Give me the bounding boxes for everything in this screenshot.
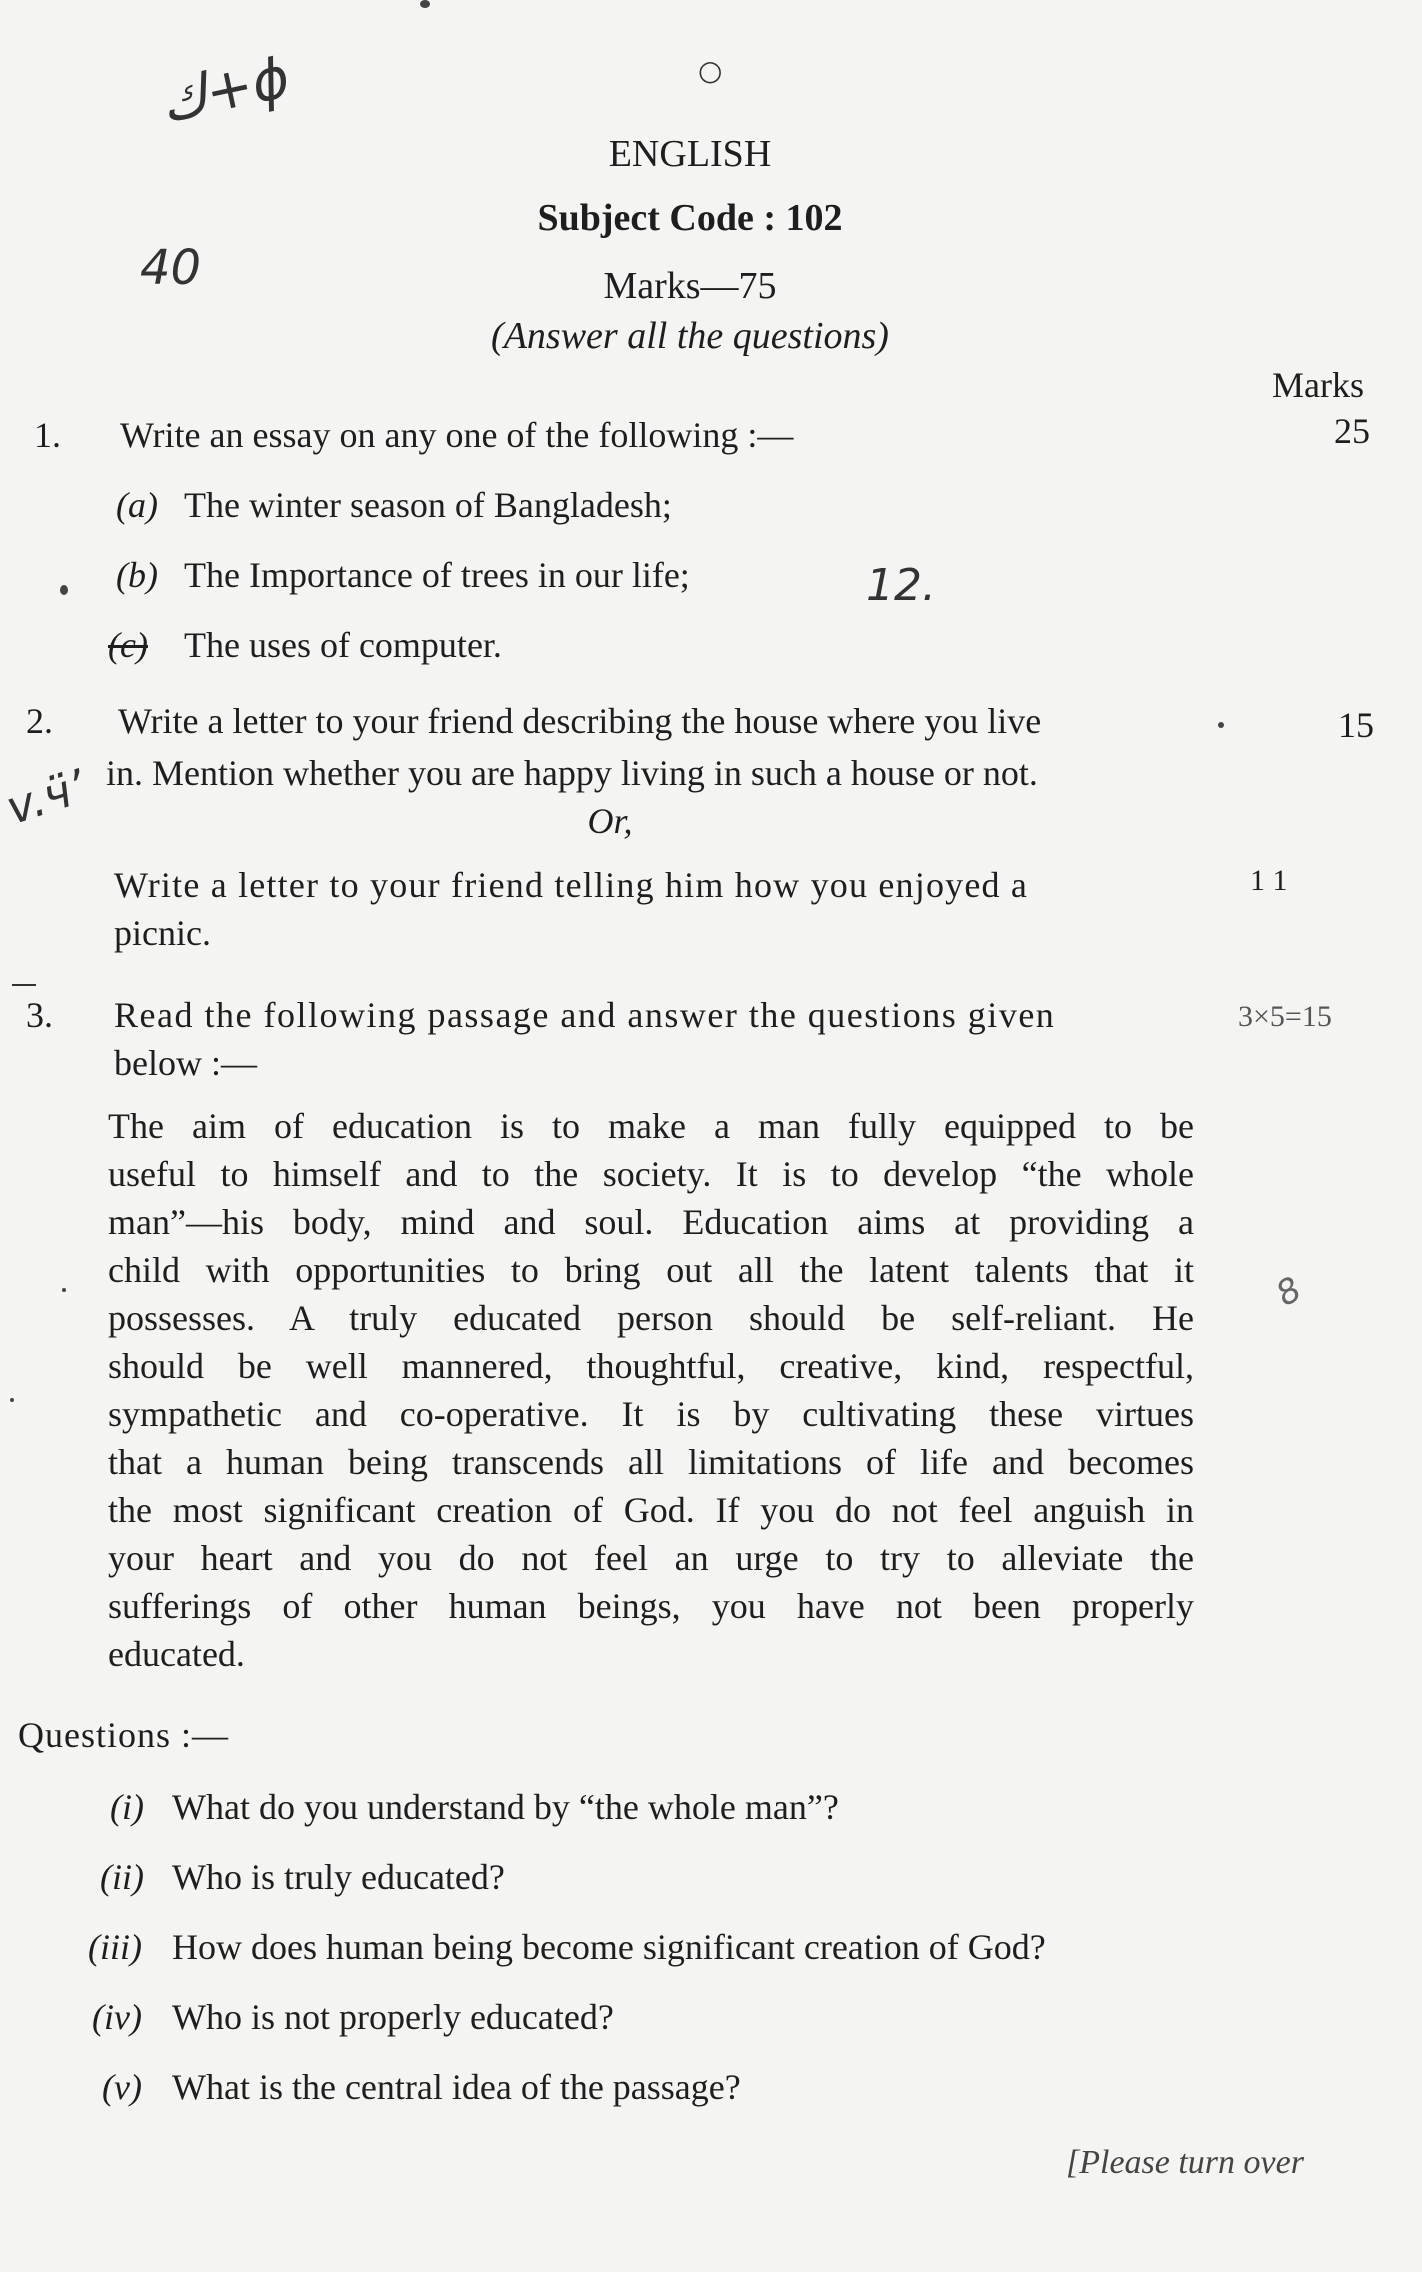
q2-or: Or, [587, 801, 633, 841]
q1-option-text: The winter season of Bangladesh; [184, 485, 672, 525]
question-label: (v) [102, 2067, 142, 2107]
question-label: (iii) [88, 1927, 142, 1967]
scan-speck [420, 0, 430, 8]
handwritten-note-12: 12. [866, 560, 936, 611]
question-text: Who is truly educated? [172, 1857, 505, 1897]
marks-column-heading: Marks [1272, 365, 1364, 405]
scan-speck [62, 1288, 66, 1292]
question-text: How does human being become significant creation of God? [172, 1927, 1046, 1967]
turn-over-note: [Please turn over [1066, 2144, 1304, 2181]
passage-line: The aim of education is to make a man fully equipped to be [108, 1106, 1194, 1146]
handwritten-note-q2: v.ӵ’ [0, 758, 93, 836]
passage-line: the most significant creation of God. If you do not feel anguish in [108, 1490, 1194, 1530]
passage-line: child with opportunities to bring out all the latent talents that it [108, 1250, 1194, 1290]
question-text: What is the central idea of the passage? [172, 2067, 741, 2107]
passage-line: man”—his body, mind and soul. Education aims at providing a [108, 1202, 1194, 1242]
q3-number: 3. [26, 995, 53, 1035]
passage-line: educated. [108, 1634, 245, 1674]
q3-line: Read the following passage and answer the questions given [114, 995, 1056, 1035]
scan-speck [60, 585, 68, 595]
total-marks: Marks—75 [603, 265, 777, 307]
instruction: (Answer all the questions) [491, 315, 889, 357]
q1-option-text: The Importance of trees in our life; [184, 555, 690, 595]
q1-option-label: (b) [116, 555, 158, 595]
questions-heading: Questions :— [18, 1715, 230, 1755]
subject-title: ENGLISH [608, 133, 772, 175]
q3-line: below :— [114, 1043, 257, 1083]
handwritten-note-page-mark: ○ [698, 54, 723, 87]
q2-number: 2. [26, 701, 53, 741]
passage-line: sufferings of other human beings, you have not been properly [108, 1586, 1194, 1626]
q3-overline [12, 984, 36, 986]
q3-marks: 3×5=15 [1238, 1000, 1332, 1033]
scan-speck [1218, 722, 1224, 728]
question-label: (i) [110, 1787, 144, 1827]
q1-option-label-struck: (c) [108, 625, 148, 665]
subject-code: Subject Code : 102 [537, 197, 843, 239]
q2-marks: 15 [1338, 705, 1374, 745]
scan-speck [10, 1398, 14, 1402]
q1-marks: 25 [1334, 411, 1370, 451]
q2-line: in. Mention whether you are happy living in such a house or not. [106, 753, 1038, 793]
q1-option-label: (a) [116, 485, 158, 525]
passage-line: that a human being transcends all limitations of life and becomes [108, 1442, 1194, 1482]
passage-line: possesses. A truly educated person should be self-reliant. He [108, 1298, 1194, 1338]
passage-line: should be well mannered, thoughtful, creative, kind, respectful, [108, 1346, 1194, 1386]
handwritten-note-top: ك+ϕ [154, 45, 296, 136]
q2-line: Write a letter to your friend describing the house where you live [118, 701, 1042, 741]
q1-text: Write an essay on any one of the following :— [120, 415, 794, 455]
q1-number: 1. [34, 415, 61, 455]
passage-line: sympathetic and co-operative. It is by cultivating these virtues [108, 1394, 1194, 1434]
question-label: (iv) [92, 1997, 142, 2037]
handwritten-note-side-mark: 8 [1269, 1269, 1309, 1315]
question-label: (ii) [100, 1857, 144, 1897]
handwritten-note-40: 40 [140, 240, 202, 296]
question-text: Who is not properly educated? [172, 1997, 614, 2037]
question-text: What do you understand by “the whole man”? [172, 1787, 839, 1827]
passage-line: your heart and you do not feel an urge to try to alleviate the [108, 1538, 1194, 1578]
q2-alt-line: Write a letter to your friend telling him how you enjoyed a [114, 865, 1029, 905]
passage-line: useful to himself and to the society. It is to develop “the whole [108, 1154, 1194, 1194]
q2-alt-mark: 1 1 [1250, 864, 1288, 897]
q1-option-text: The uses of computer. [184, 625, 502, 665]
q2-alt-line: picnic. [114, 913, 211, 953]
